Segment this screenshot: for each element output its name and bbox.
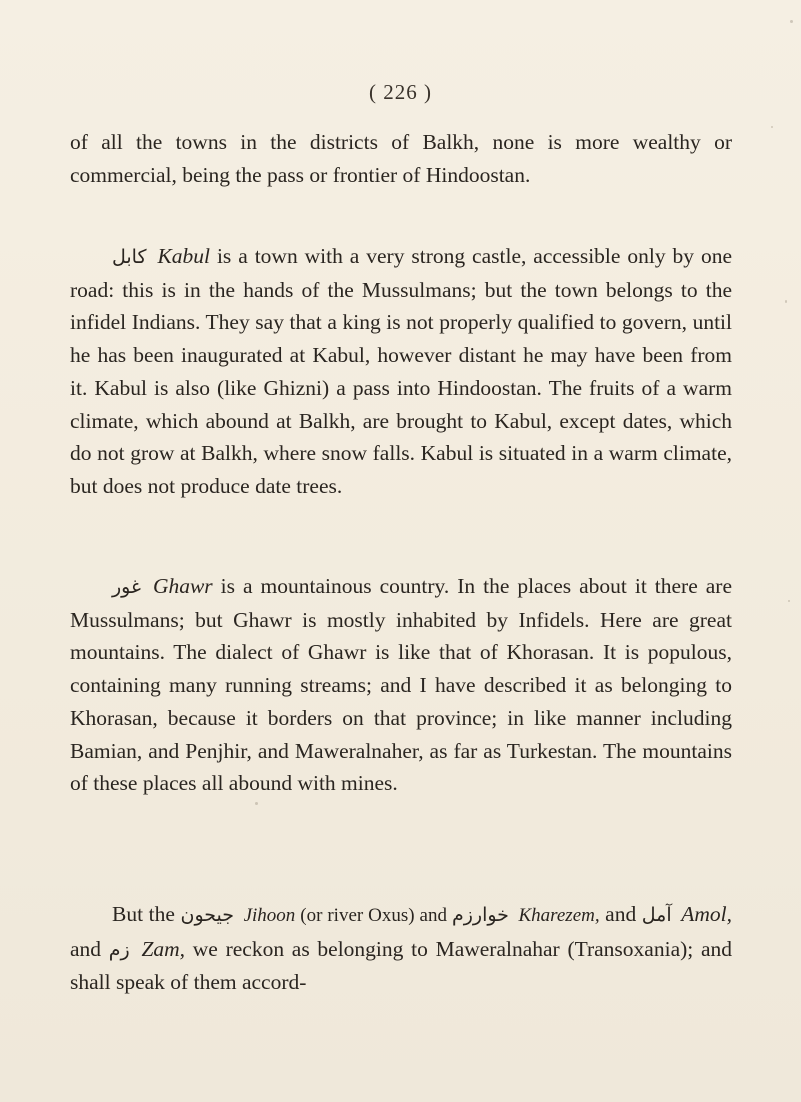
paragraph-balkh	[70, 126, 732, 191]
transliteration-kabul: Kabul	[157, 244, 211, 268]
transliteration-ghawr: Ghawr	[152, 574, 213, 598]
paper-speck	[788, 600, 790, 602]
paragraph-and-2: and	[70, 936, 109, 961]
paragraph-text: is a mountainous country. In the places about it there are Mussulmans; but Ghawr is mostly inhabited by Infidels. Here are great mountains. The dialect of Ghawr is like that of Khorasan. It is populous, containing many running streams; and I have described it as belonging to Khorasan, because it borders on that province; in like manner including Bamian, and Penjhir, and Maweralnaher, as far as Turkestan. The mountains of these places all abound with mines.	[70, 574, 732, 796]
paper-speck	[771, 126, 773, 128]
paragraph-tail: we reckon as belonging to Maweralnahar (Transoxania); and shall speak of them accord-	[70, 936, 733, 995]
paragraph-and-1: and	[599, 902, 642, 926]
paragraph-ghawr	[70, 570, 732, 800]
paragraph-jihoon	[70, 898, 732, 999]
page-number: ( 226 )	[369, 80, 432, 104]
arabic-name-jihoon: جیحون	[180, 904, 234, 926]
transliteration-zam: Zam,	[141, 936, 186, 961]
transliteration-amol: Amol,	[681, 902, 732, 926]
paper-speck	[790, 20, 793, 23]
arabic-name-ghawr: غور	[112, 576, 141, 598]
arabic-name-zam: زم	[108, 938, 130, 961]
arabic-name-amol: آمل	[641, 904, 672, 926]
paper-speck	[255, 802, 258, 805]
transliteration-kharezem: Kharezem,	[518, 905, 600, 926]
paragraph-text: of all the towns in the districts of Balkh, none is more wealthy or commercial, being the pass or frontier of Hindoostan.	[70, 130, 732, 187]
paragraph-lead: But the	[112, 902, 181, 926]
arabic-name-kabul: کابل	[112, 246, 147, 268]
paragraph-kabul	[70, 240, 732, 503]
paper-speck	[785, 300, 787, 303]
paragraph-text: is a town with a very strong castle, accessible only by one road: this is in the hands of the Mussulmans; but the town belongs to the infidel Indians. They say that a king is not properly qualified to govern, until he has been inaugurated at Kabul, however distant he may have been from it. Kabul is also (like Ghizni) a pass into Hindoostan. The fruits of a warm climate, which abound at Balkh, are brought to Kabul, except dates, which do not grow at Balkh, where snow falls. Kabul is situated in a warm climate, but does not produce date trees.	[70, 244, 732, 498]
arabic-name-kharezem: خوارزم	[451, 904, 509, 926]
transliteration-jihoon: Jihoon	[243, 905, 296, 926]
paragraph-paren: (or river Oxus) and	[295, 905, 452, 926]
